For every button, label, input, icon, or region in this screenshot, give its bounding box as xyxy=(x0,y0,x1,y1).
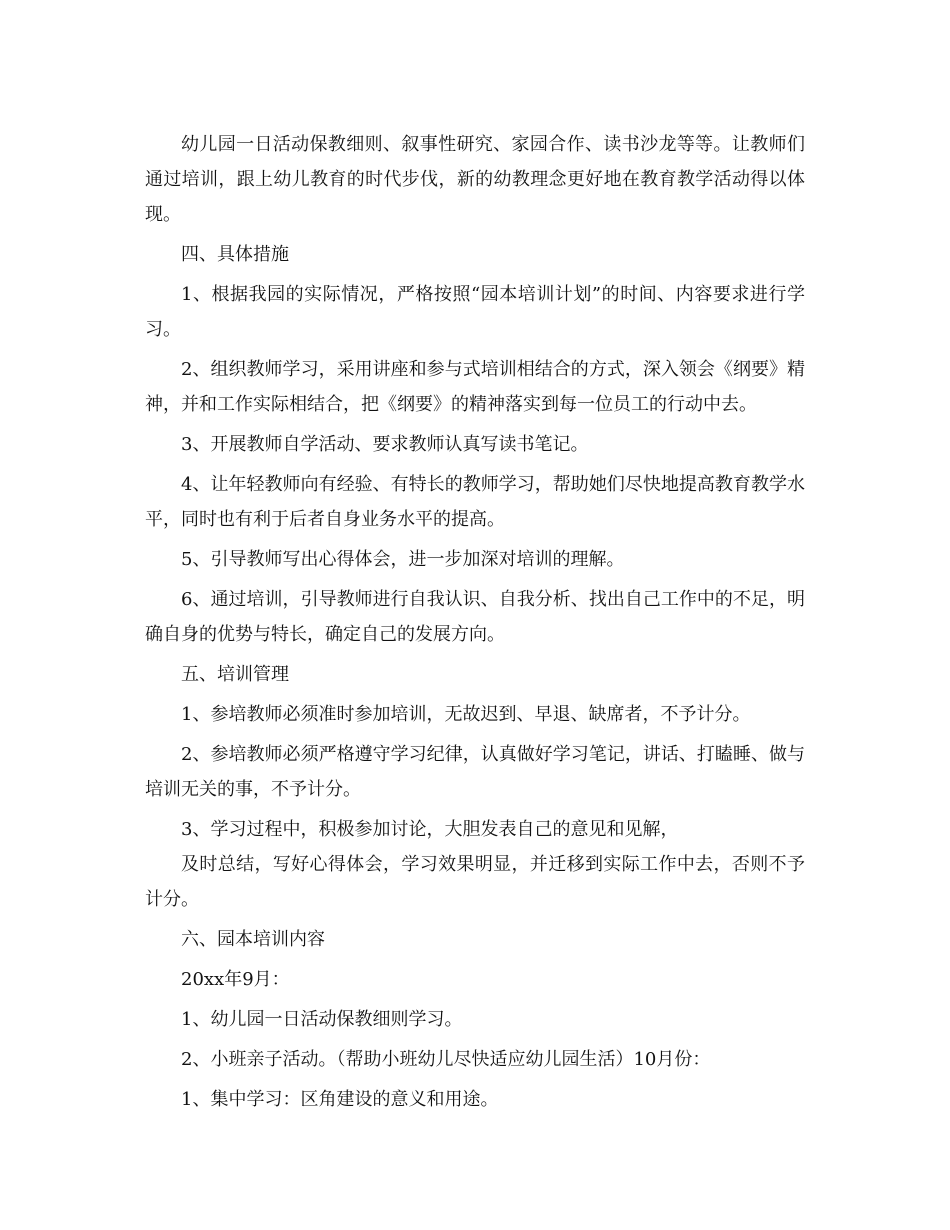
measure-item-4: 4、让年轻教师向有经验、有特长的教师学习，帮助她们尽快地提高教育教学水平，同时也有利于后者自身业务水平的提高。 xyxy=(145,474,805,530)
measure-item-6: 6、通过培训，引导教师进行自我认识、自我分析、找出自己工作中的不足，明确自身的优势与特长，确定自己的发展方向。 xyxy=(145,589,805,645)
paragraph-intro: 幼儿园一日活动保教细则、叙事性研究、家园合作、读书沙龙等等。让教师们通过培训，跟上幼儿教育的时代步伐，新的幼教理念更好地在教育教学活动得以体现。 xyxy=(145,134,805,225)
management-item-1: 1、参培教师必须准时参加培训，无故迟到、早退、缺席者，不予计分。 xyxy=(181,704,751,725)
content-date-september: 20xx年9月： xyxy=(181,969,290,990)
content-item-october-1: 1、集中学习：区角建设的意义和用途。 xyxy=(181,1089,499,1110)
heading-measures: 四、具体措施 xyxy=(181,244,289,265)
measure-item-3: 3、开展教师自学活动、要求教师认真写读书笔记。 xyxy=(181,434,589,455)
measure-item-1: 1、根据我园的实际情况，严格按照“园本培训计划”的时间、内容要求进行学习。 xyxy=(145,284,805,340)
content-item-2: 2、小班亲子活动。（帮助小班幼儿尽快适应幼儿园生活）10月份： xyxy=(181,1049,711,1070)
measure-item-5: 5、引导教师写出心得体会，进一步加深对培训的理解。 xyxy=(181,549,625,570)
heading-management: 五、培训管理 xyxy=(181,664,289,685)
heading-content: 六、园本培训内容 xyxy=(181,929,325,950)
content-item-1: 1、幼儿园一日活动保教细则学习。 xyxy=(181,1009,463,1030)
document-page xyxy=(145,127,805,1117)
measure-item-2: 2、组织教师学习，采用讲座和参与式培训相结合的方式，深入领会《纲要》精神，并和工作实际相结合，把《纲要》的精神落实到每一位员工的行动中去。 xyxy=(145,359,805,415)
management-item-2: 2、参培教师必须严格遵守学习纪律，认真做好学习笔记，讲话、打瞌睡、做与培训无关的事，不予计分。 xyxy=(145,744,805,800)
management-item-3-continued: 及时总结，写好心得体会，学习效果明显，并迁移到实际工作中去，否则不予计分。 xyxy=(145,854,805,910)
management-item-3: 3、学习过程中，积极参加讨论，大胆发表自己的意见和见解， xyxy=(181,819,679,840)
